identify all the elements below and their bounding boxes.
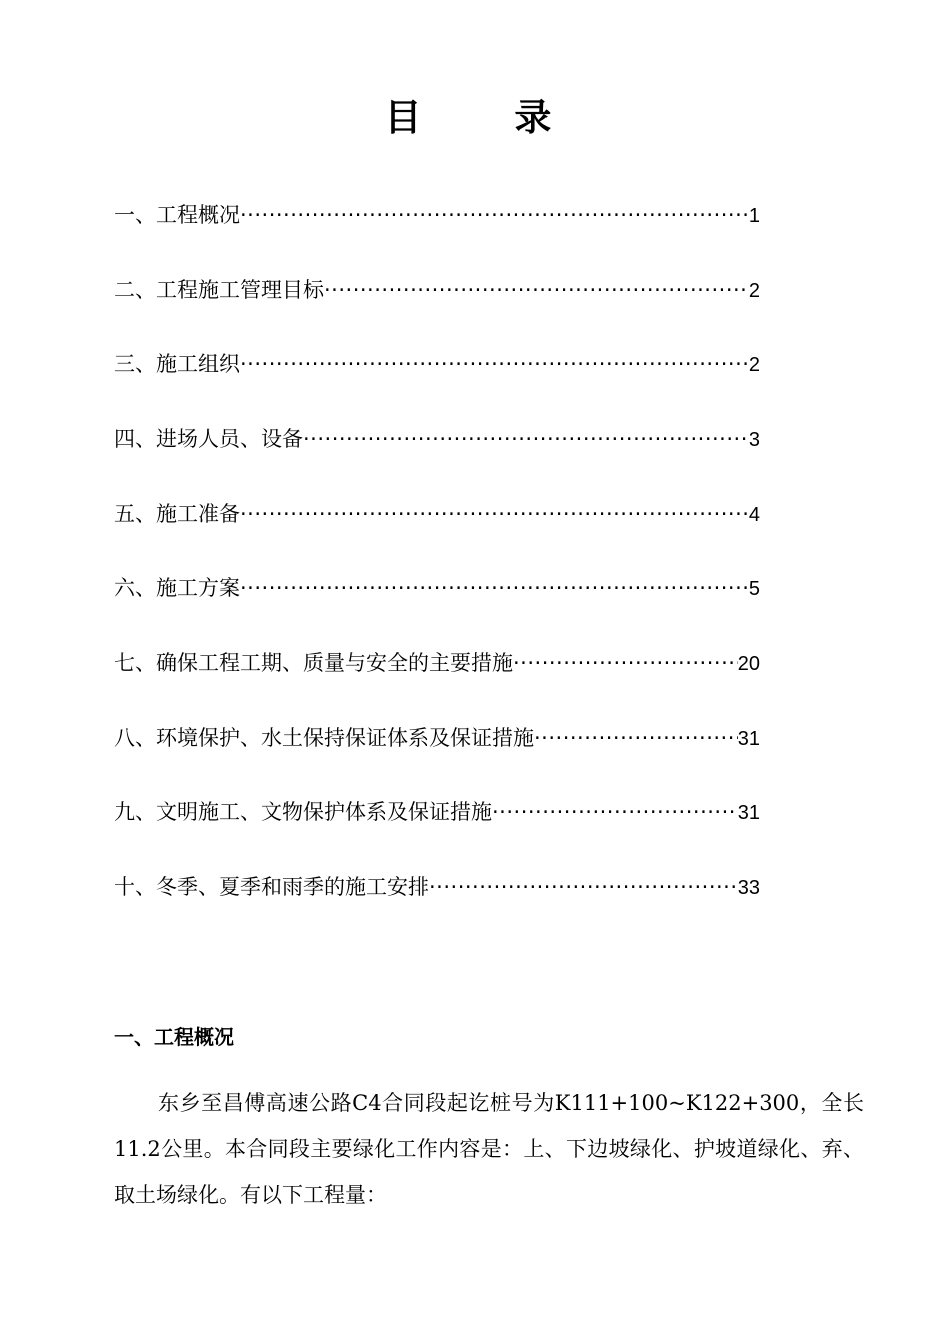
- toc-entry[interactable]: [114, 723, 760, 753]
- toc-leader-dots: [492, 797, 738, 827]
- toc-entry-label: 十、冬季、夏季和雨季的施工安排: [114, 875, 429, 899]
- toc-page-number: 31: [737, 802, 760, 824]
- toc-page-number: 2: [748, 354, 760, 376]
- toc-leader-dots: [513, 648, 738, 678]
- toc-page-number: 20: [737, 653, 760, 675]
- toc-entry[interactable]: [114, 872, 760, 902]
- toc-entry-label: 四、进场人员、设备: [114, 427, 303, 451]
- toc-entry-label: 七、确保工程工期、质量与安全的主要措施: [114, 651, 513, 675]
- toc-entry-label: 一、工程概况: [114, 203, 240, 227]
- toc-entry-label: 六、施工方案: [114, 576, 240, 600]
- toc-leader-dots: [240, 499, 749, 529]
- toc-entry[interactable]: [114, 797, 760, 827]
- toc-page-number: 4: [748, 504, 760, 526]
- toc-leader-dots: [534, 723, 738, 753]
- toc-entry[interactable]: [114, 648, 760, 678]
- toc-leader-dots: [324, 275, 749, 305]
- toc-entry[interactable]: [114, 499, 760, 529]
- toc-title: 目 录: [384, 96, 592, 139]
- toc-entry[interactable]: [114, 200, 760, 230]
- toc-entry[interactable]: [114, 349, 760, 379]
- toc-page-number: 3: [748, 429, 760, 451]
- toc-entry-label: 八、环境保护、水土保持保证体系及保证措施: [114, 726, 534, 750]
- toc-entry[interactable]: [114, 275, 760, 305]
- body-paragraph: 东乡至昌傅高速公路C4合同段起讫桩号为K111+100~K122+300，全长11.2公里。本合同段主要绿化工作内容是：上、下边坡绿化、护坡道绿化、弃、取土场绿化。有以下工程量：: [114, 1091, 864, 1207]
- toc-entry[interactable]: [114, 424, 760, 454]
- toc-leader-dots: [429, 872, 738, 902]
- toc-entry-label: 三、施工组织: [114, 352, 240, 376]
- section-heading: 一、工程概况: [114, 1025, 234, 1049]
- toc-entry-label: 五、施工准备: [114, 502, 240, 526]
- toc-page-number: 33: [737, 877, 760, 899]
- toc-entry[interactable]: [114, 573, 760, 603]
- toc-entry-label: 二、工程施工管理目标: [114, 278, 324, 302]
- toc-page-number: 1: [748, 205, 760, 227]
- toc-page-number: 5: [748, 578, 760, 600]
- toc-leader-dots: [240, 200, 749, 230]
- toc-page-number: 2: [748, 280, 760, 302]
- toc-leader-dots: [303, 424, 749, 454]
- toc-leader-dots: [240, 573, 749, 603]
- toc-entry-label: 九、文明施工、文物保护体系及保证措施: [114, 800, 492, 824]
- toc-page-number: 31: [737, 728, 760, 750]
- toc-leader-dots: [240, 349, 749, 379]
